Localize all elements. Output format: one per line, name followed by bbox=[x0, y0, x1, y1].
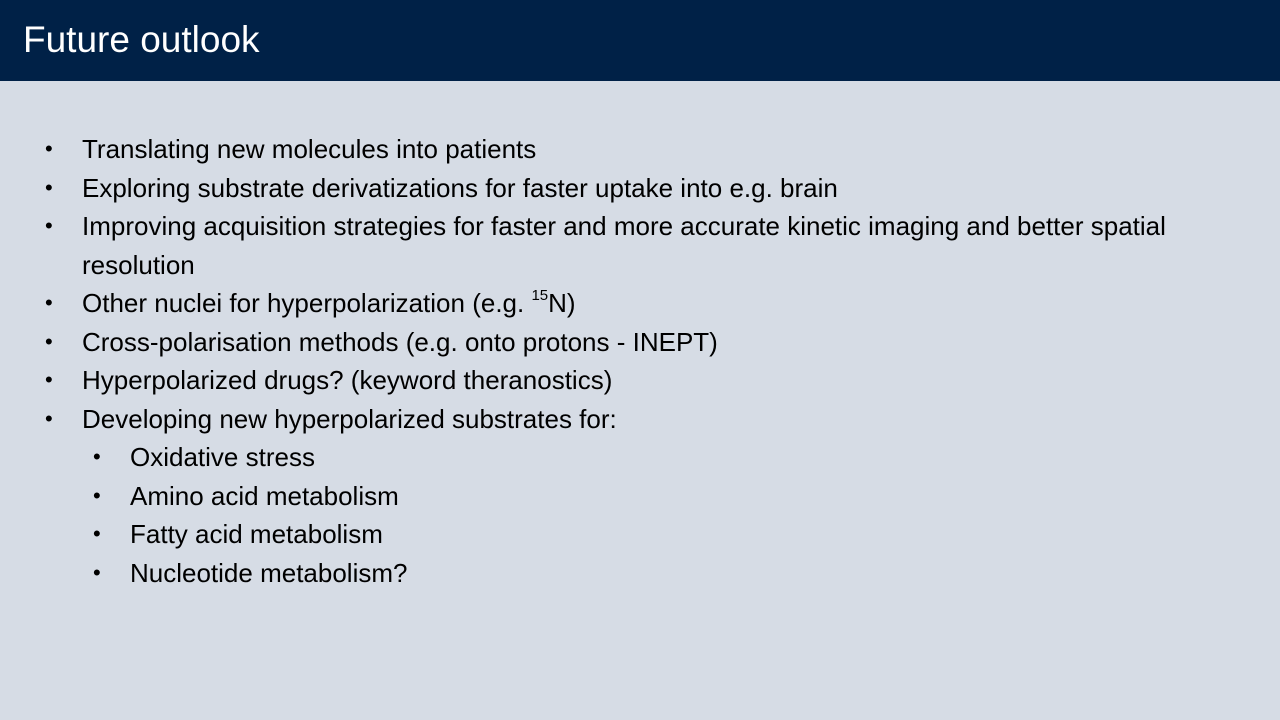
sub-bullet-list bbox=[0, 438, 1280, 592]
bullet-text bbox=[82, 288, 576, 318]
bullet-list bbox=[0, 130, 1280, 438]
bullet-dot: • bbox=[45, 405, 53, 431]
bullet-dot: • bbox=[45, 174, 53, 200]
bullet-item bbox=[0, 361, 1280, 400]
bullet-dot: • bbox=[93, 482, 101, 508]
bullet-dot: • bbox=[45, 213, 53, 238]
bullet-dot: • bbox=[93, 521, 101, 546]
sub-bullet-item bbox=[0, 554, 1280, 593]
bullet-item bbox=[0, 169, 1280, 208]
bullet-item bbox=[0, 284, 1280, 323]
bullet-text: Exploring substrate derivatizations for faster uptake into e.g. brain bbox=[82, 172, 838, 203]
bullet-dot: • bbox=[93, 559, 101, 585]
sub-bullet-item bbox=[0, 438, 1280, 477]
bullet-text-before: Other nuclei for hyperpolarization (e.g. bbox=[82, 288, 532, 318]
sub-bullet-text: Fatty acid metabolism bbox=[130, 519, 383, 549]
bullet-dot: • bbox=[93, 444, 101, 469]
bullet-dot: • bbox=[45, 136, 53, 161]
bullet-text: Cross-polarisation methods (e.g. onto protons - INEPT) bbox=[82, 326, 718, 357]
bullet-dot: • bbox=[45, 367, 53, 392]
bullet-item bbox=[0, 400, 1280, 439]
slide-content bbox=[0, 130, 1280, 592]
bullet-item bbox=[0, 130, 1280, 169]
isotope-superscript: 15 bbox=[531, 287, 549, 304]
bullet-text: Developing new hyperpolarized substrates for: bbox=[82, 403, 617, 434]
bullet-dot: • bbox=[45, 290, 53, 315]
sub-bullet-text: Oxidative stress bbox=[130, 442, 315, 472]
sub-bullet-item bbox=[0, 515, 1280, 554]
bullet-text: Translating new molecules into patients bbox=[82, 134, 537, 164]
title-bar bbox=[0, 0, 1280, 81]
bullet-text: Improving acquisition strategies for faster and more accurate kinetic imaging and better spatial resolution bbox=[82, 211, 1166, 280]
sub-bullet-text: Amino acid metabolism bbox=[130, 480, 399, 511]
bullet-item bbox=[0, 323, 1280, 362]
slide-title: Future outlook bbox=[23, 19, 260, 60]
bullet-text: Hyperpolarized drugs? (keyword theranostics) bbox=[82, 365, 613, 395]
bullet-item bbox=[0, 207, 1280, 284]
bullet-text-after: N) bbox=[548, 288, 576, 318]
sub-bullet-text: Nucleotide metabolism? bbox=[130, 557, 408, 588]
bullet-dot: • bbox=[45, 328, 53, 354]
sub-bullet-item bbox=[0, 477, 1280, 516]
